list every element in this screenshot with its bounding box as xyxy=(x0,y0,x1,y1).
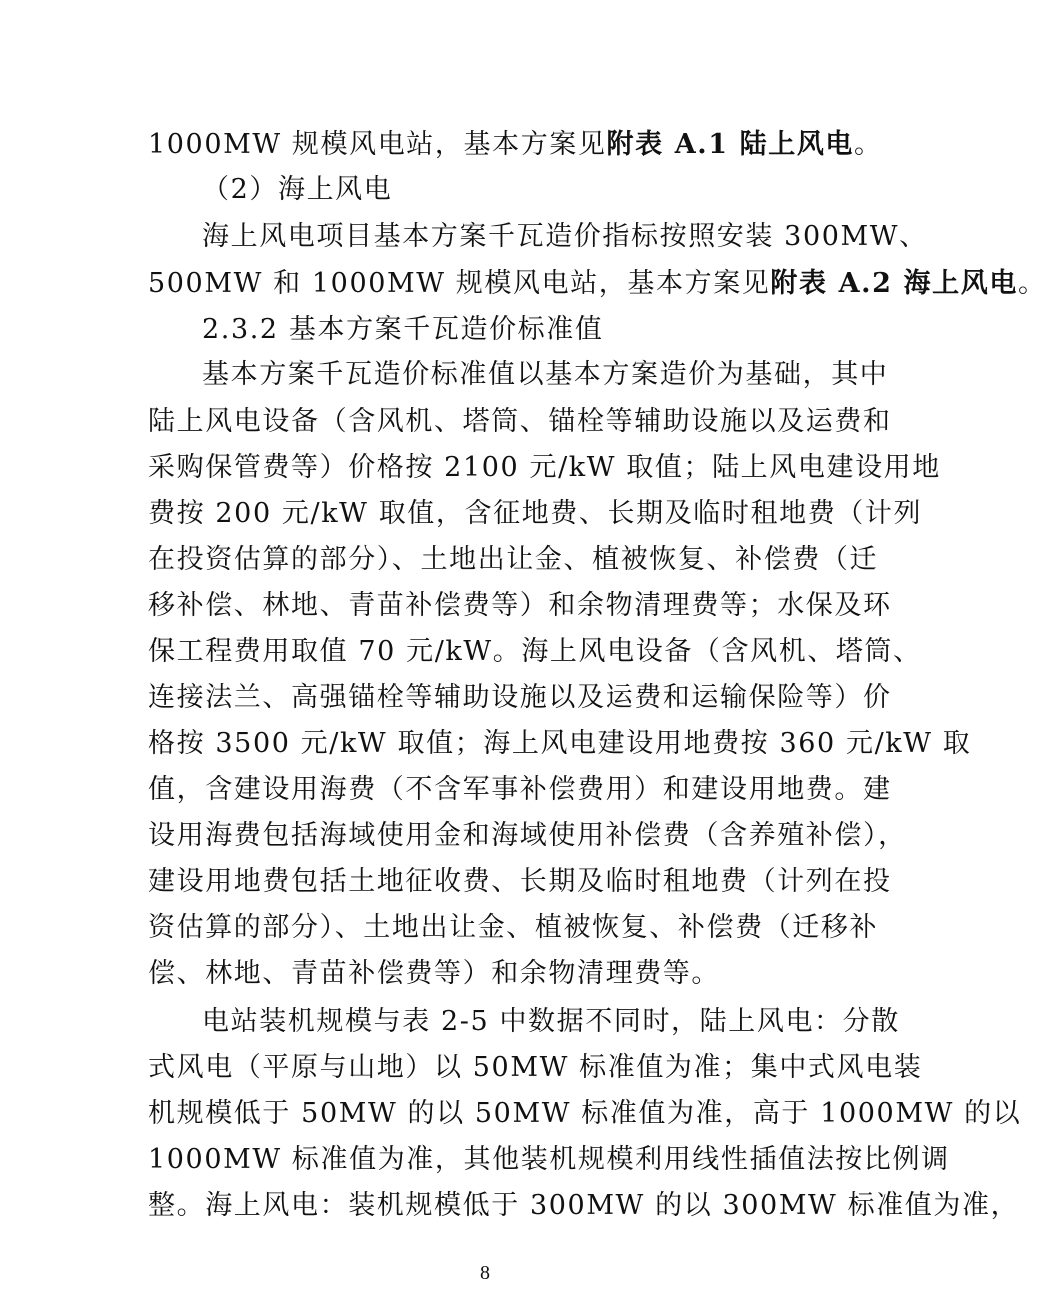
text-line: 机规模低于 50MW 的以 50MW 标准值为准，高于 1000MW 的以 xyxy=(148,1098,1022,1129)
text-line: 整。海上风电：装机规模低于 300MW 的以 300MW 标准值为准， xyxy=(148,1190,1020,1221)
text-line: 费按 200 元/kW 取值，含征地费、长期及临时租地费（计列 xyxy=(148,498,923,529)
text-line: 建设用地费包括土地征收费、长期及临时租地费（计列在投 xyxy=(148,866,892,897)
text-line: 保工程费用取值 70 元/kW。海上风电设备（含风机、塔筒、 xyxy=(148,636,922,667)
appendix-reference: 附表 A.1 陆上风电 xyxy=(606,129,855,160)
text-line: 电站装机规模与表 2-5 中数据不同时，陆上风电：分散 xyxy=(202,1006,900,1037)
text-line: 连接法兰、高强锚栓等辅助设施以及运费和运输保险等）价 xyxy=(148,682,892,713)
text-line: 陆上风电设备（含风机、塔筒、锚栓等辅助设施以及运费和 xyxy=(148,406,892,437)
text-line: 海上风电项目基本方案千瓦造价指标按照安装 300MW、 xyxy=(202,221,928,252)
text-line: 值，含建设用海费（不含军事补偿费用）和建设用地费。建 xyxy=(148,774,892,805)
text-line: 式风电（平原与山地）以 50MW 标准值为准；集中式风电装 xyxy=(148,1052,923,1083)
text-line: 资估算的部分）、土地出让金、植被恢复、补偿费（迁移补 xyxy=(148,912,879,943)
text-line: 在投资估算的部分）、土地出让金、植被恢复、补偿费（迁 xyxy=(148,544,879,575)
text-line: 采购保管费等）价格按 2100 元/kW 取值；陆上风电建设用地 xyxy=(148,452,941,483)
text-line: 格按 3500 元/kW 取值；海上风电建设用地费按 360 元/kW 取 xyxy=(148,728,972,759)
text-line: 偿、林地、青苗补偿费等）和余物清理费等。 xyxy=(148,958,720,989)
text-line: 基本方案千瓦造价标准值以基本方案造价为基础，其中 xyxy=(202,359,889,390)
text-line: 500MW 和 1000MW 规模风电站，基本方案见附表 A.2 海上风电。 xyxy=(148,268,1047,299)
section-heading: 2.3.2 基本方案千瓦造价标准值 xyxy=(202,314,604,345)
text-line: 1000MW 规模风电站，基本方案见附表 A.1 陆上风电。 xyxy=(148,129,883,160)
appendix-reference: 附表 A.2 海上风电 xyxy=(770,268,1018,299)
text-line: 设用海费包括海域使用金和海域使用补偿费（含养殖补偿）， xyxy=(148,820,907,851)
text-line: 移补偿、林地、青苗补偿费等）和余物清理费等；水保及环 xyxy=(148,590,892,621)
text-line: 1000MW 标准值为准，其他装机规模利用线性插值法按比例调 xyxy=(148,1144,950,1175)
subsection-heading: （2）海上风电 xyxy=(202,174,393,205)
page-number: 8 xyxy=(480,1262,490,1284)
